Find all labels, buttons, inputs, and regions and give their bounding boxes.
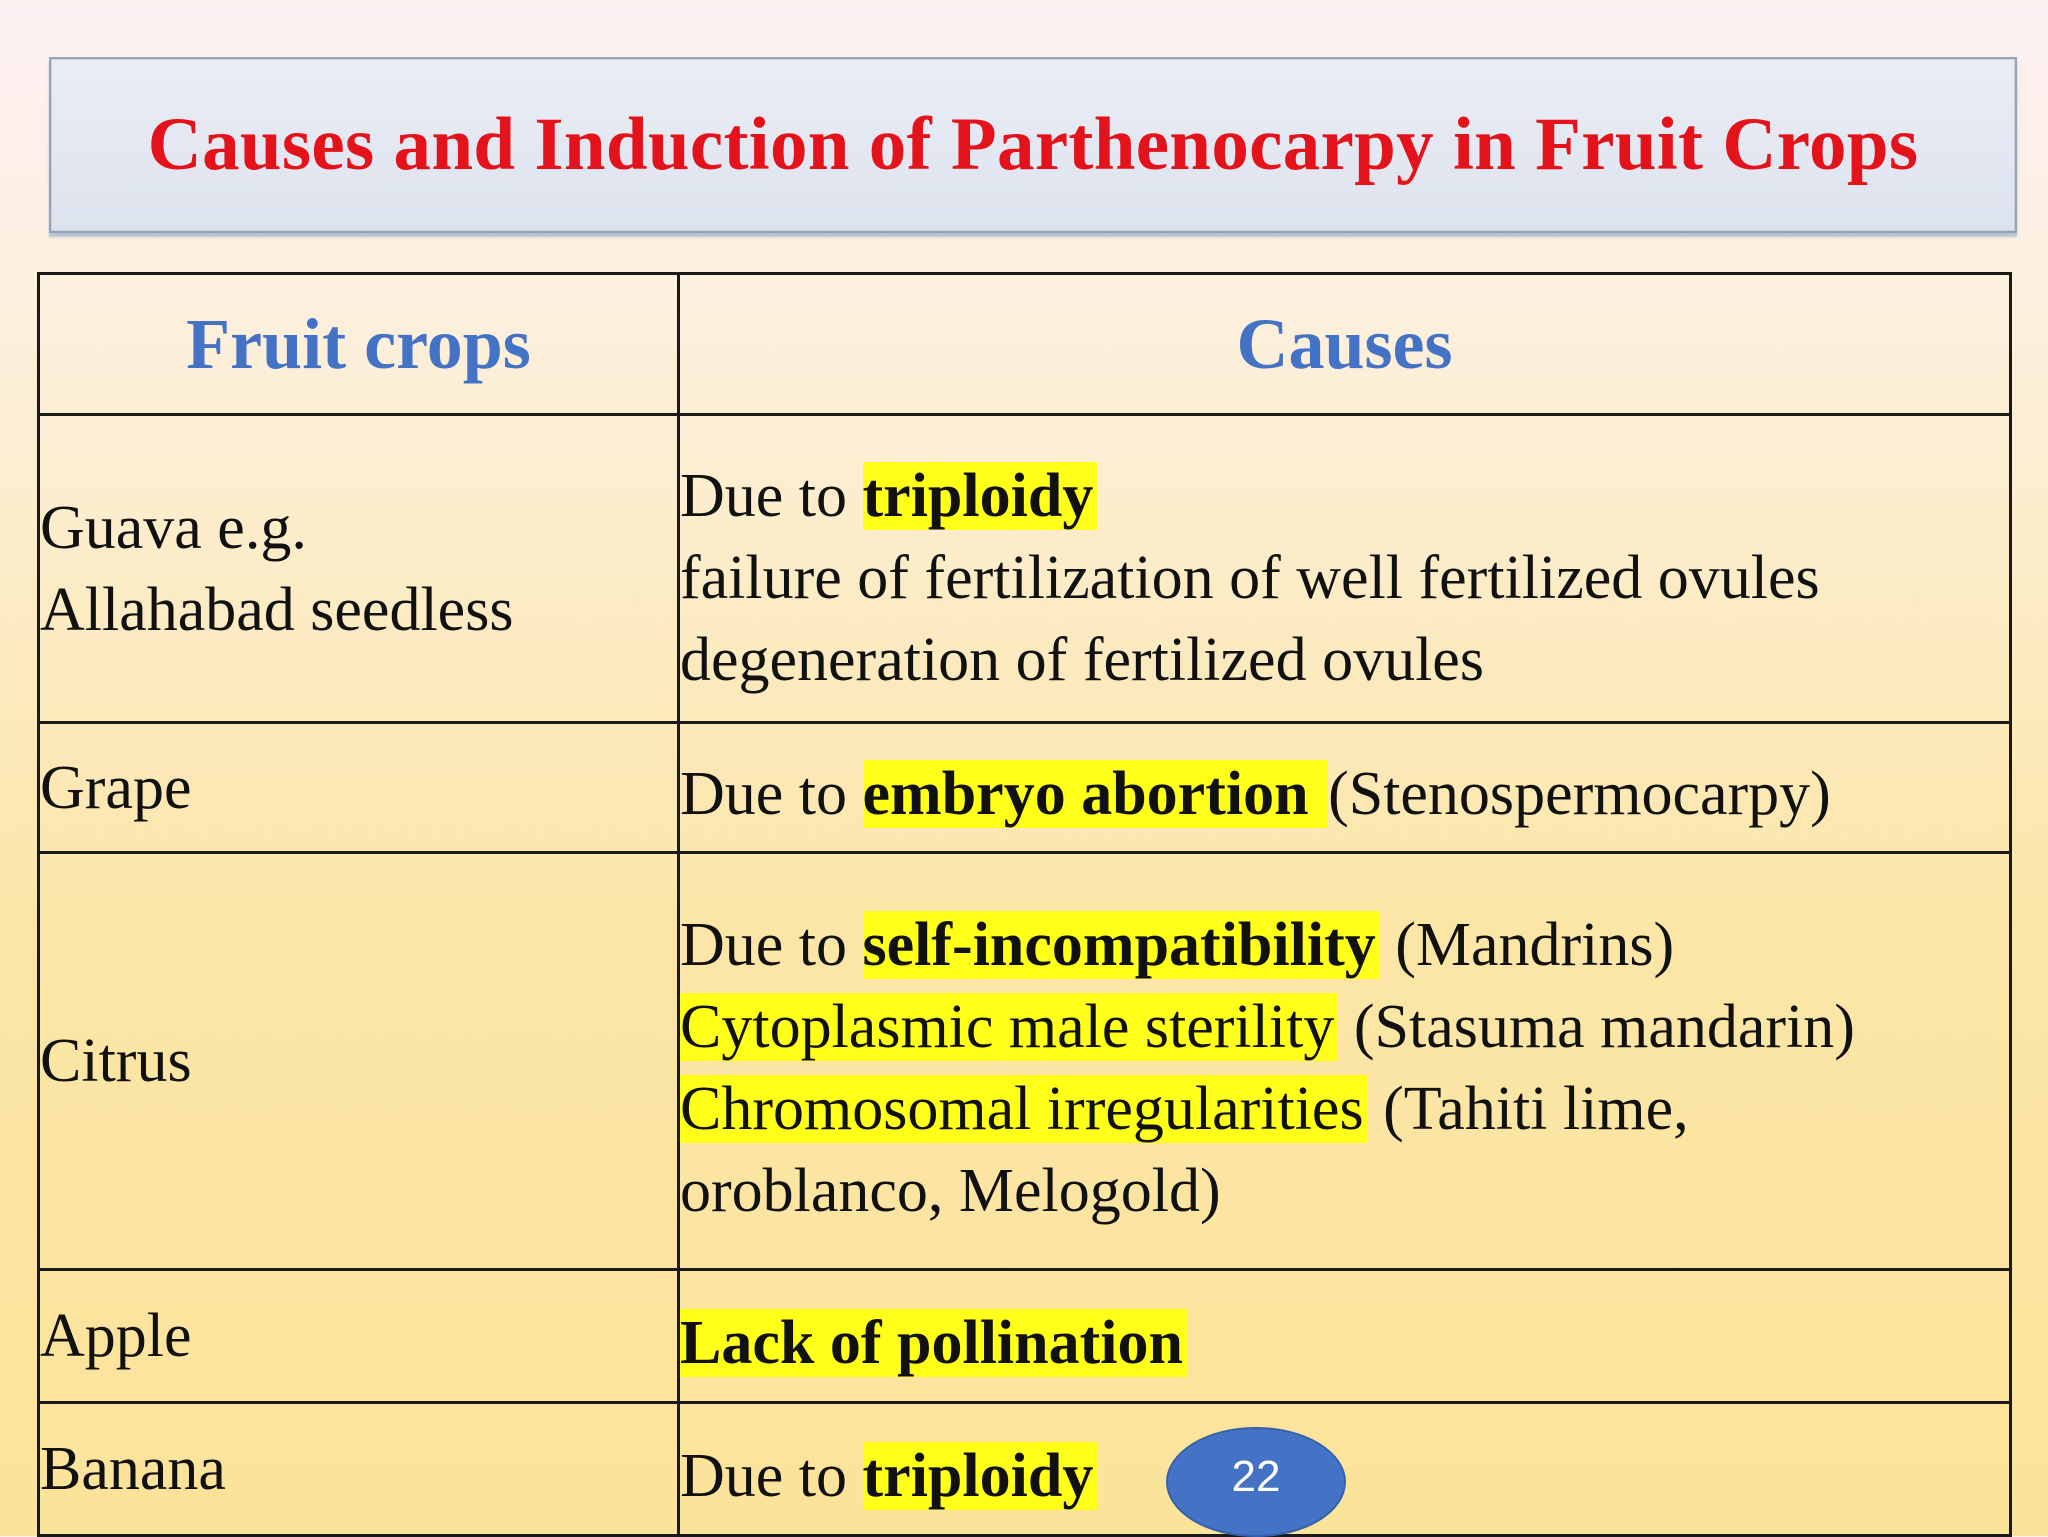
cause-line [680, 1302, 2009, 1384]
causes-cell [679, 1270, 2011, 1403]
cause-text: (Mandrins) [1379, 911, 1675, 979]
table-row [39, 1403, 2011, 1536]
cause-text: Due to [680, 911, 863, 979]
cause-text: degeneration of fertilized ovules [680, 625, 1484, 694]
header-causes: Causes [679, 274, 2011, 415]
highlighted-cause-text: Lack of pollination [680, 1309, 1187, 1377]
cause-text: (Stenospermocarpy) [1328, 759, 1831, 828]
cause-line [680, 904, 2009, 986]
crop-cell [39, 1403, 679, 1536]
cause-text: (Tahiti lime, [1367, 1075, 1689, 1143]
cause-line [680, 753, 2009, 835]
crop-cell [39, 723, 679, 853]
crop-name-line: Guava e.g. [40, 493, 307, 562]
table-header-row [39, 274, 2011, 415]
highlighted-cause-text: embryo abortion [863, 760, 1329, 828]
cause-text: Due to [680, 1442, 863, 1510]
cause-line [680, 619, 2009, 701]
crop-name-line: Citrus [40, 1027, 192, 1095]
table-row [39, 1270, 2011, 1403]
causes-cell [679, 853, 2011, 1270]
parthenocarpy-table [37, 272, 2012, 1537]
cause-text: failure of fertilization of well fertilized ovules [680, 543, 1820, 612]
cause-line [680, 986, 2009, 1068]
cause-line [680, 455, 2009, 537]
highlighted-cause-text: Chromosomal irregularities [680, 1075, 1368, 1143]
causes-cell [679, 723, 2011, 853]
table-row [39, 723, 2011, 853]
causes-cell [679, 1403, 2011, 1536]
table-row [39, 415, 2011, 723]
cause-text: oroblanco, Melogold) [680, 1157, 1221, 1225]
crop-name-line: Grape [40, 753, 192, 822]
crop-cell [39, 853, 679, 1270]
crop-cell [39, 415, 679, 723]
highlighted-cause-text: Cytoplasmic male sterility [680, 993, 1338, 1061]
cause-line [680, 1150, 2009, 1232]
cause-text: (Stasuma mandarin) [1338, 993, 1855, 1061]
highlighted-cause-text: self-incompatibility [863, 911, 1380, 979]
slide-title-box [49, 57, 2017, 233]
highlighted-cause-text: triploidy [863, 462, 1098, 530]
table-row [39, 853, 2011, 1270]
cause-text: Due to [680, 461, 863, 530]
header-fruit-crops: Fruit crops [39, 274, 679, 415]
crop-name-line: Apple [40, 1302, 192, 1370]
cause-line [680, 537, 2009, 619]
crop-name-line: Allahabad seedless [40, 575, 514, 644]
crop-cell [39, 1270, 679, 1403]
cause-text: Due to [680, 759, 863, 828]
causes-cell [679, 415, 2011, 723]
page-number-badge: 22 [1166, 1427, 1346, 1537]
crop-name-line: Banana [40, 1435, 226, 1503]
slide-title: Causes and Induction of Parthenocarpy in Fruit Crops [147, 103, 1919, 186]
cause-line [680, 1068, 2009, 1150]
highlighted-cause-text: triploidy [863, 1442, 1098, 1510]
